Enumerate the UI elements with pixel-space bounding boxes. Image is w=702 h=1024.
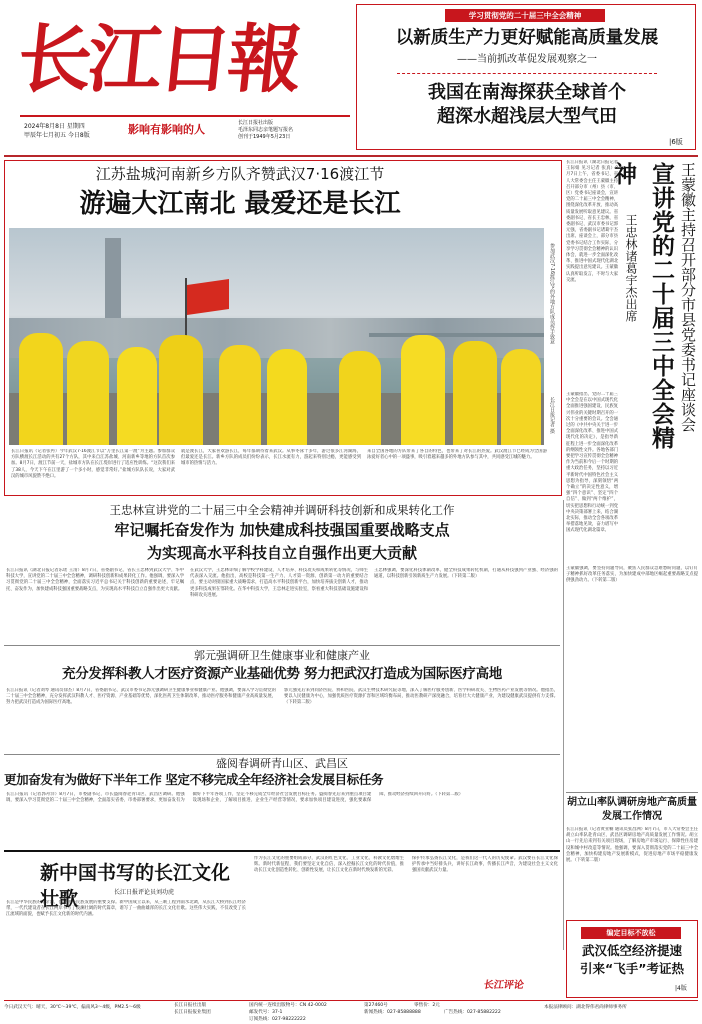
middle-headline-1[interactable]: 牢记嘱托奋发作为 加快建成科技强国重要战略支点 xyxy=(114,521,450,539)
swimmer-10 xyxy=(501,349,541,445)
promo-box xyxy=(566,920,698,998)
guo-body-1: 长江日报讯（记者刘琴 通讯员徐杰）8月7日，省委副书记、武汉市委书记郭元强调研卫生健康事业和健康产业。他强调，要深入学习贯彻党的二十届三中全会精神，充分发挥武汉科教人才、医疗资源、产业基础等优势，深化医药卫生体制改革，推动医疗服务和健康产业高质量发展，努力把武汉打造成为国际医疗高地。 xyxy=(6,688,276,706)
top-headline-2[interactable]: 我国在南海探获全球首个 xyxy=(428,82,626,103)
photo-caption: 参加武汉7·16渡江节的外地方队成员挥手致意 xyxy=(549,243,555,345)
middle-kicker: 王忠林宣讲党的二十届三中全会精神并调研科技创新和成果转化工作 xyxy=(109,503,455,517)
footer-issue: 第27460号 xyxy=(364,1003,388,1008)
top-headline-3[interactable]: 超深水超浅层大型气田 xyxy=(437,106,617,127)
footer-price: 零售价：2元 xyxy=(414,1003,440,1008)
guo-story xyxy=(4,648,560,754)
top-divider xyxy=(397,73,657,75)
culture-body-1: 长江是中华民族的母亲河，也是中华民族发展的重要支撑。新中国成立以来，从三峡工程到南水北调，从长江大桥到长江经济带，一代代建设者在长江两岸书写了波澜壮阔的时代篇章，谱写了一曲曲雄浑的长江文化壮歌。这些伟大实践，不仅改变了长江流域的面貌，也赋予长江文化新的时代内涵。 xyxy=(6,900,246,918)
lead-photo xyxy=(9,228,544,445)
footer xyxy=(4,1002,698,1022)
right-body-1: 长江日报讯（湖北日报记者王际娟 见习记者 张真）8月7日上午，省委书记、省人大常委会主任王蒙徽主持召开部分市（州）县（市、区）党委书记座谈会，宣讲党的二十届三中全会精神，围绕深化改革开放、推动高质量发展听取意见建议。省委副书记、省长王忠林，省委副书记、武汉市委书记郭元强，省委副书记诸葛宇杰出席。座谈会上，部分市县党委书记结合工作实际，分享学习贯彻全会精神的认识体会，就进一步全面深化改革、推进中国式现代化湖北实践提出意见建议。王蒙徽认真听取发言，不时与大家交流。 xyxy=(566,160,618,283)
swimmer-7 xyxy=(339,351,381,445)
sheng-body: 长江日报讯（记者郭舟洋）8月7日，市委副书记、市长盛阅春赴青山区、武昌区调研。他强调，要深入学习贯彻党的二十届三中全会精神，全面落实省委、市委部署要求，更加奋发有为做好下半年各项工作，坚定不移完成全年经济社会发展目标任务。盛阅春先后来到重点项目建设现场和企业，了解项目推进、企业生产经营等情况，要求加快项目建设进度，强化要素保障，推动经济持续回升向好。（下转第二版） xyxy=(6,792,464,804)
footer-phone-3: 广告热线：027-85882222 xyxy=(444,1010,501,1015)
footer-weather: 今日武汉天气：晴天，30℃～39℃，偏南风3～4级，PM2.5～6级 xyxy=(4,1005,141,1010)
swimmer-8 xyxy=(401,335,445,445)
top-headline-1[interactable]: 以新质生产力更好赋能高质量发展 xyxy=(395,28,659,48)
rule-3 xyxy=(4,754,560,755)
column-divider xyxy=(563,500,564,950)
rule-2 xyxy=(4,645,560,646)
lead-story xyxy=(4,160,562,496)
middle-body-2: 在武汉大学，王忠林详细了解学校学科建设、人才培养、科技攻关和成果转化等情况，与师生代表深入交流。他指出，高校是科技第一生产力、人才第一资源、创新第一动力的重要结合点，要主动对接国家重大战略需求，打造高水平科技创新平台，加快培养拔尖创新人才，推动更多科技成果在鄂转化。在华中科技大学，王忠林走进实验室，察看重大科技基础设施建设和科研攻关进展。 xyxy=(190,568,368,598)
right-body-3: 王蒙徽强调，要坚持问题导向，聚焦人民群众急难愁盼问题，以钉钉子精神抓好改革任务落实，为加快建成中部地区崛起重要战略支点提供强劲动力。（下转第二版） xyxy=(566,566,698,584)
lead-subhead: 江苏盐城河南新乡方队齐赞武汉7·16渡江节 xyxy=(95,165,385,183)
footer-phone-1: 订阅热线：027-98222222 xyxy=(249,1017,306,1022)
culture-commentary xyxy=(4,850,560,1000)
sheng-story xyxy=(4,756,560,848)
footer-code-1: 国内统一连续出版物号：CN 42-0002 xyxy=(249,1003,327,1008)
swimmer-1 xyxy=(19,333,63,445)
publisher: 长江日报社出版 xyxy=(238,120,274,126)
right-body-2: 王蒙徽指出，党的二十届三中全会是在以中国式现代化全面推进强国建设、民族复兴伟业的关键时期召开的一次十分重要的会议。全会通过的《中共中央关于进一步全面深化改革、推进中国式现代化的决定》，是指导新征程上进一步全面深化改革的纲领性文件。各地各部门要把学习宣传贯彻全会精神作为当前和今后一个时期的重大政治任务，坚持以习近平新时代中国特色社会主义思想为指导，深刻领悟“两个确立”的决定性意义，增强“四个意识”、坚定“四个自信”、做到“两个维护”，切实把思想和行动统一到党中央决策部署上来，结合湖北实际，推动全会各项改革举措落地见效，奋力谱写中国式现代化湖北篇章。 xyxy=(566,392,618,534)
culture-body-3: 保护传承弘扬长江文化，是我们这一代人的历史使命。武汉要在长江文化保护传承中当好排头兵，讲好长江故事，传播长江声音，为建设社会主义文化强国贡献武汉力量。 xyxy=(412,856,558,874)
commentary-logo: 长江评论 xyxy=(482,980,525,991)
guo-body-2: 郭元强先后来到同济医院、协和医院、武汉生物技术研究院等地，深入了解医疗服务创新、医学科研攻关、生物医药产业发展等情况。他指出，要以人民健康为中心，加强优质医疗资源扩容和区域均衡布局，推动医教研产深度融合，培育壮大大健康产业，为建设健康武汉提供有力支撑。（下转第二版） xyxy=(284,688,558,706)
top-kicker: 学习贯彻党的二十届三中全会精神 xyxy=(445,9,605,22)
promo-page-ref: |4版 xyxy=(675,985,687,992)
middle-body-1: 长江日报讯（湖北日报记者乐瑶 王清）8月7日，省委副书记、省长王忠林到武汉大学、华中科技大学，宣讲党的二十届三中全会精神，调研科技创新和成果转化工作。他强调，要深入学习贯彻党的二十届三中全会精神，全面落实习近平总书记关于科技创新的重要论述，牢记嘱托、奋发作为，加快建成科技强国重要战略支点，为实现高水平科技自立自强作出更大贡献。 xyxy=(6,568,184,592)
top-subline-1: ——当前抓改革促发展观察之一 xyxy=(457,54,597,65)
right-headline[interactable]: 宣讲党的二十届三中全会精神 xyxy=(610,162,674,450)
guo-headline[interactable]: 充分发挥科教人才医疗资源产业基础优势 努力把武汉打造成为国际医疗高地 xyxy=(62,666,502,682)
guo-kicker: 郭元强调研卫生健康事业和健康产业 xyxy=(194,649,370,662)
lead-body-3: 来自全国各地的方队带来了各自的特色，也带来了对长江的热爱。武汉渡江节已经成为全国游泳爱好者心中的一项盛事，吸引着越来越多的外地方队参与其中，共同感受江城的魅力。 xyxy=(367,449,547,461)
lead-body-1: 长江日报讯（记者张冉）今年武汉7·16渡江节以“万里长江第一渡”为主题。参加群众方队横渡长江活动的共有27个方队，其中来自江苏盐城、河南新乡等地的方队首次参加。8月7日，渡江节前一天，盐城市方队在长江堤岸进行了适应性训练。“这次我们来了38人，今天下午在江里游了一个多小时，感觉非常好。”盐城方队队长说，大家对武汉的城市风貌赞不绝口。 xyxy=(11,449,175,479)
top-news-box xyxy=(356,4,696,150)
masthead-title: 长江日報 xyxy=(13,17,303,103)
culture-body-2: 作为长江文化的重要组成部分，武汉的红色文化、工业文化、科教文化熠熠生辉。新时代新征程，我们要坚定文化自信，深入挖掘长江文化的时代价值，推动长江文化创造性转化、创新性发展，让长江文化在新时代焕发新的光彩。 xyxy=(254,856,404,874)
swimmer-3 xyxy=(117,347,157,445)
lunar-date: 甲辰年七月初五 今日8版 xyxy=(24,132,90,139)
right-subhead-2: 王忠林诸葛宇杰出席 xyxy=(624,214,638,322)
sheng-headline[interactable]: 更加奋发有为做好下半年工作 坚定不移完成全年经济社会发展目标任务 xyxy=(4,772,384,787)
culture-headline[interactable]: 新中国书写的长江文化壮歌 xyxy=(40,862,231,910)
hu-headline[interactable]: 胡立山率队调研房地产高质量发展工作情况 xyxy=(567,797,697,822)
middle-headline-2[interactable]: 为实现高水平科技自立自强作出更大贡献 xyxy=(146,544,417,562)
promo-kicker: 编定目标不放松 xyxy=(581,927,681,939)
slogan: 影响有影响的人 xyxy=(128,123,205,136)
lead-headline[interactable]: 游遍大江南北 最爱还是长江 xyxy=(79,189,401,219)
footer-rule xyxy=(4,1000,698,1001)
middle-body-3: 王忠林强调，要深化科技体制改革，健全科技成果转化机制，打通从科技强到产业强、经济强的通道，以科技创新引领新质生产力发展。（下转第二版） xyxy=(374,568,558,580)
hu-body: 长江日报讯（记者黄亚楠 通讯员张昌洲）8月7日，市人大常委会主任胡立山率队赴青山区、武昌区调研房地产高质量发展工作情况。胡立山一行先后来到有关项目现场，了解房地产市场运行、保障性住房建设和城中村改造等情况。他强调，要深入贯彻落实党的二十届三中全会精神，加快构建房地产发展新模式，促进房地产市场平稳健康发展。（下转第二版） xyxy=(566,827,698,864)
masthead-rule xyxy=(4,155,698,157)
footer-legal: 本报法律顾问：湖北得伟君尚律师事务所 xyxy=(544,1005,627,1010)
sheng-kicker: 盛阅春调研青山区、武昌区 xyxy=(216,757,348,770)
swimmer-6 xyxy=(267,349,307,445)
right-subhead-1: 王蒙徽主持召开部分市县党委书记座谈会 xyxy=(679,162,697,432)
swimmer-4 xyxy=(159,335,203,445)
masthead xyxy=(0,0,350,150)
right-column xyxy=(566,160,698,790)
promo-headline-1[interactable]: 武汉低空经济提速 xyxy=(581,943,682,958)
swimmer-2 xyxy=(67,341,109,445)
promo-headline-2[interactable]: 引来“飞手”考证热 xyxy=(580,961,684,976)
footer-phone-2: 新闻热线：027-85888888 xyxy=(364,1010,421,1015)
founded: 创刊于1949年5月23日 xyxy=(238,134,291,140)
inscription-note: 毛泽东同志亲笔题写报名 xyxy=(238,127,294,133)
footer-office-1: 长江日报社出版 xyxy=(174,1003,207,1008)
photo-credit: 长江日报记者 摄 xyxy=(549,397,555,434)
culture-byline: 长江日报评论员刘功虎 xyxy=(113,889,174,896)
red-rule xyxy=(20,115,350,117)
top-page-ref: |6版 xyxy=(669,138,683,146)
hu-story xyxy=(566,792,698,917)
lead-body-2: 就是渡长江，大家喜欢游长江，每年都期待着来武汉。从事冬泳十多年，游过很多江河湖海，但最爱还是长江。新乡方队的成员们纷纷表示，长江水流有力，游起来特别过瘾，更能感受到城市的热情与活力。 xyxy=(181,449,361,467)
date-line: 2024年8月8日 星期四 xyxy=(24,123,85,130)
swimmer-9 xyxy=(453,341,497,445)
flag xyxy=(187,279,229,315)
bridge xyxy=(369,333,544,337)
footer-office-2: 长江日报报业集团 xyxy=(174,1010,211,1015)
swimmer-5 xyxy=(219,345,261,445)
footer-code-2: 邮发代号：37-1 xyxy=(249,1010,283,1015)
